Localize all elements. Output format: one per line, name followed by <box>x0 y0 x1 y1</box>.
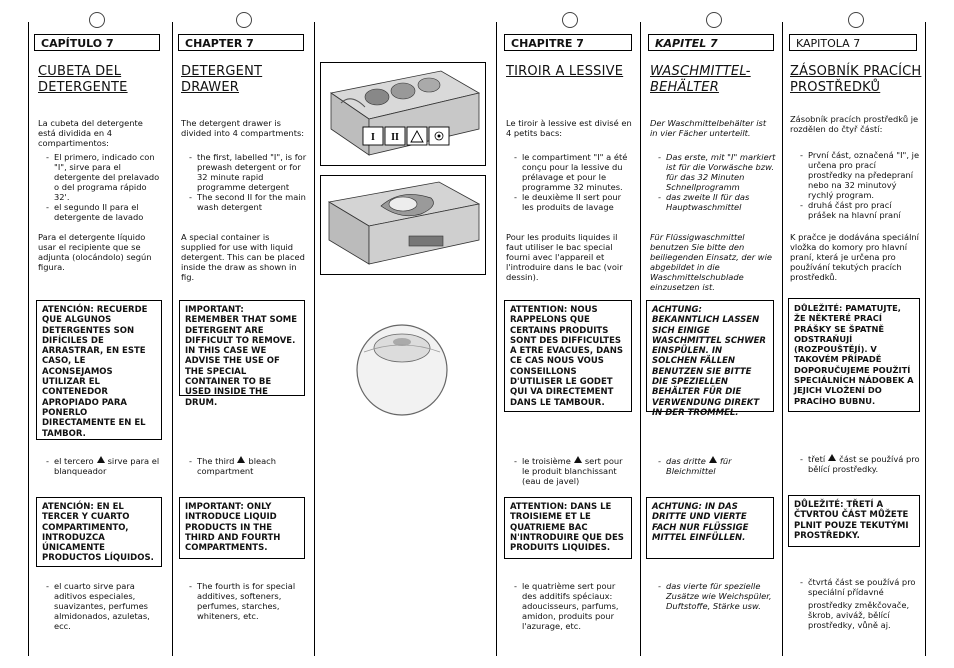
list-item: - le quatrième sert pour des additifs spéciaux: adoucisseurs, parfums, amidon, produits pour l'azurage, etc. <box>508 581 632 631</box>
warning-box-en: IMPORTANT: REMEMBER THAT SOME DETERGENT ARE DIFFICULT TO REMOVE. IN THIS CASE WE ADVISE THE USE OF THE SPECIAL CONTAINER TO BE USED INSIDE THE DRUM. <box>179 300 305 396</box>
page-marker-circle <box>89 12 105 28</box>
column-divider <box>496 22 497 656</box>
list-item: - The fourth is for special additives, softeners, perfumes, starches, whiteners, etc. <box>183 581 307 621</box>
column-divider <box>172 22 173 656</box>
page-marker-circle <box>706 12 722 28</box>
list-item: - das zweite II für das Hauptwaschmittel <box>652 192 776 212</box>
warning-box-fr-2: ATTENTION: DANS LE TROISIEME ET LE QUATRIEME BAC N'INTRODUIRE QUE DES PRODUITS LIQUIDES. <box>504 497 632 559</box>
list-item: - das dritte für Bleichmittel <box>652 456 776 476</box>
third-list-de <box>652 456 776 476</box>
column-divider <box>782 22 783 656</box>
compartment-label-2: II <box>391 132 399 143</box>
fourth-list-de <box>652 581 776 611</box>
liquid-text-cz: K pračce je dodávána speciální vložka do komory pro hlavní praní, která je určena pro používání tekutých pracích prostředků. <box>790 232 919 282</box>
warning-box-en-2: IMPORTANT: ONLY INTRODUCE LIQUID PRODUCTS IN THE THIRD AND FOURTH COMPARTMENTS. <box>179 497 305 559</box>
chapter-header-es: CAPÍTULO 7 <box>34 34 160 51</box>
liquid-container-illustration <box>321 176 485 274</box>
chapter-header-fr: CHAPITRE 7 <box>504 34 632 51</box>
warning-box-de-2: ACHTUNG: IN DAS DRITTE UND VIERTE FACH NUR FLÜSSIGE MITTEL EINFÜLLEN. <box>646 497 774 559</box>
column-divider <box>314 22 315 656</box>
third-list-cz <box>794 454 920 474</box>
page-marker-circle <box>236 12 252 28</box>
section-title-en: DETERGENT DRAWER <box>181 64 263 95</box>
compartment-list-en <box>183 152 309 212</box>
section-title-es: CUBETA DEL DETERGENTE <box>38 64 128 95</box>
section-title-de: WASCHMITTEL-BEHÄLTER <box>650 64 751 95</box>
fourth-list-fr <box>508 581 632 631</box>
list-item: - druhá část pro prací prášek na hlavní praní <box>794 200 920 220</box>
fourth-list-es <box>40 581 164 631</box>
third-list-es <box>40 456 164 476</box>
chapter-header-cz: KAPITOLA 7 <box>789 34 917 51</box>
compartment-list-fr <box>508 152 628 212</box>
list-item: - el segundo II para el detergente de lavado <box>40 202 164 222</box>
fourth-list-cz <box>794 577 920 597</box>
liquid-text-fr: Pour les produits liquides il faut utiliser le bac special fourni avec l'appareil et l'introduire dans le bac (voir dessin). <box>506 232 623 282</box>
list-item: - třetí část se používá pro bělící prostředky. <box>794 454 920 474</box>
list-item: - čtvrtá část se používá pro speciální přídavné <box>794 577 920 597</box>
page-marker-circle <box>562 12 578 28</box>
list-item: - the first, labelled "I", is for prewash detergent or for 32 minute rapid programme detergent <box>183 152 309 192</box>
bleach-triangle-icon <box>97 456 105 463</box>
fourth-list-en <box>183 581 307 621</box>
list-item: - The second II for the main wash detergent <box>183 192 309 212</box>
liquid-text-de: Für Flüssigwaschmittel benutzen Sie bitte den beiliegenden Einsatz, der wie abgebildet in die Waschmittelschublade einzusetzen ist. <box>650 232 772 292</box>
list-item: - das vierte für spezielle Zusätze wie Weichspüler, Duftstoffe, Stärke usw. <box>652 581 776 611</box>
detergent-drawer-illustration <box>321 63 485 165</box>
list-item: - le deuxième II sert pour les produits de lavage <box>508 192 628 212</box>
bleach-triangle-icon <box>828 454 836 461</box>
warning-box-fr: ATTENTION: NOUS RAPPELONS QUE CERTAINS PRODUITS SONT DES DIFFICULTES A ETRE EVACUES, DANS CE CAS NOUS VOUS CONSEILLONS D'UTILISER LE GODET QUI VA DIRECTEMENT DANS LE TAMBOUR. <box>504 300 632 412</box>
section-title-fr: TIROIR A LESSIVE <box>506 64 624 79</box>
compartment-list-de <box>652 152 776 212</box>
compartment-list-cz <box>794 150 920 220</box>
chapter-header-de: KAPITEL 7 <box>648 34 774 51</box>
drawer-figure-middle <box>320 175 486 275</box>
bleach-triangle-icon <box>574 456 582 463</box>
liquid-text-es: Para el detergente líquido usar el recipiente que se adjunta (olocándolo) según figura. <box>38 232 152 272</box>
list-item: - El primero, indicado con "I", sirve para el detergente del prelavado o del programa rápido 32'. <box>40 152 164 202</box>
warning-box-cz-2: DŮLEŽITÉ: TŘETÍ A ČTVRTOU ČÁST MŮŽETE PLNIT POUZE TEKUTÝMI PROSTŘEDKY. <box>788 495 920 547</box>
list-item: - The third bleach compartment <box>183 456 307 476</box>
warning-box-es: ATENCIÓN: RECUERDE QUE ALGUNOS DETERGENTES SON DIFÍCILES DE ARRASTRAR, EN ESTE CASO, LE ACONSEJAMOS UTILIZAR EL CONTENEDOR APROPIADO PARA PONERLO DIRECTAMENTE EN EL TAMBOR. <box>36 300 162 440</box>
third-list-en <box>183 456 307 476</box>
warning-box-es-2: ATENCIÓN: EN EL TERCER Y CUARTO COMPARTIMENTO, INTRODUZCA ÚNICAMENTE PRODUCTOS LÍQUIDOS. <box>36 497 162 567</box>
list-item: - Das erste, mit "I" markiert ist für die Vorwäsche bzw. für das 32 Minuten Schnellprogramm <box>652 152 776 192</box>
compartment-label-1: I <box>371 132 375 143</box>
list-item: - První část, označená "I", je určena pro prací prostředky na předepraní nebo na 32 minutový rychlý program. <box>794 150 920 200</box>
measuring-ball-figure <box>322 312 482 422</box>
dosing-ball-icon <box>322 312 482 422</box>
list-item: - le compartiment "I" a été conçu pour la lessive du prélavage et pour le programme 32 minutes. <box>508 152 628 192</box>
intro-text-es: La cubeta del detergente está dividida en 4 compartimentos: <box>38 118 143 148</box>
intro-text-en: The detergent drawer is divided into 4 compartments: <box>181 118 305 138</box>
fourth-continuation-cz: prostředky změkčovače, škrob, aviváž, bělící prostředky, vůně aj. <box>808 600 910 630</box>
intro-text-cz: Zásobník pracích prostředků je rozdělen do čtyř částí: <box>790 114 919 134</box>
column-divider <box>28 22 29 656</box>
warning-box-de: ACHTUNG: BEKANNTLICH LASSEN SICH EINIGE WASCHMITTEL SCHWER EINSPÜLEN. IN SOLCHEN FÄLLEN BENUTZEN SIE BITTE DIE SPEZIELLEN BEHÄLTER FÜR DIE VERWENDUNG DIREKT IN DER TROMMEL. <box>646 300 774 412</box>
liquid-text-en: A special container is supplied for use with liquid detergent. This can be placed inside the draw as shown in fig. <box>181 232 305 282</box>
intro-text-fr: Le tiroir à lessive est divisé en 4 petits bacs: <box>506 118 632 138</box>
bleach-triangle-icon <box>709 456 717 463</box>
chapter-header-en: CHAPTER 7 <box>178 34 304 51</box>
list-item: - le troisième sert pour le produit blanchissant (eau de javel) <box>508 456 632 486</box>
page-marker-circle <box>848 12 864 28</box>
list-item: - el cuarto sirve para aditivos especiales, suavizantes, perfumes almidonados, azuletas, ecc. <box>40 581 164 631</box>
column-divider <box>640 22 641 656</box>
bleach-triangle-icon <box>237 456 245 463</box>
drawer-figure-top <box>320 62 486 166</box>
section-title-cz: ZÁSOBNÍK PRACÍCH PROSTŘEDKŮ <box>790 64 922 95</box>
intro-text-de: Der Waschmittelbehälter ist in vier Fächer unterteilt. <box>650 118 767 138</box>
third-list-fr <box>508 456 632 486</box>
column-divider <box>925 22 926 656</box>
list-item: - el tercero sirve para el blanqueador <box>40 456 164 476</box>
warning-box-cz: DŮLEŽITÉ: PAMATUJTE, ŽE NĚKTERÉ PRACÍ PRÁŠKY SE ŠPATNĚ ODSTRAŇUJÍ (ROZPOUŠTĚJÍ). V TAKOVÉM PŘÍPADĚ DOPORUČUJEME POUŽITÍ SPECIÁLNÍCH NÁDOBEK A JEJICH VLOŽENÍ DO PRACÍHO BUBNU. <box>788 298 920 412</box>
compartment-list-es <box>40 152 164 222</box>
